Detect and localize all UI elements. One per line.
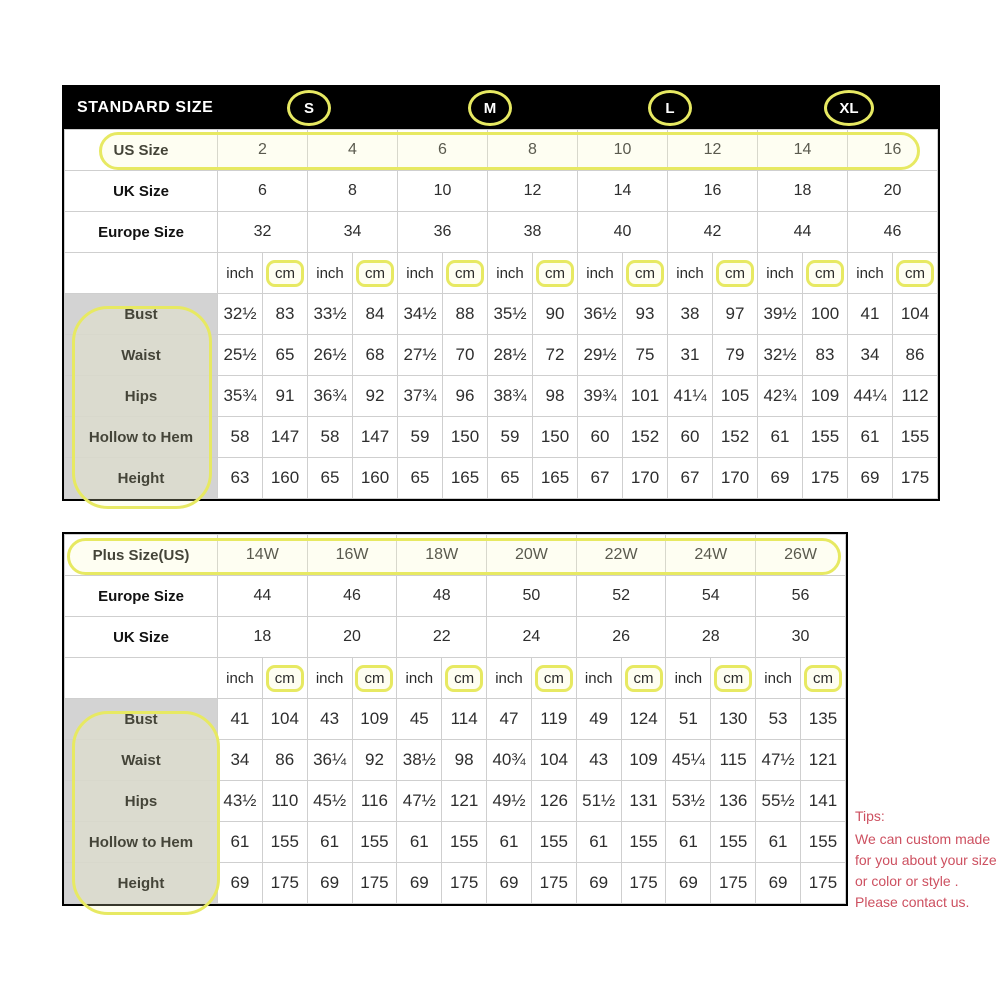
- measure-cell: 65: [263, 335, 308, 376]
- size-cell: 24: [487, 617, 577, 658]
- measure-cell: 61: [758, 417, 803, 458]
- measure-cell: 147: [353, 417, 398, 458]
- tips-line: We can custom made: [855, 831, 991, 847]
- size-cell: 6: [218, 171, 308, 212]
- measure-cell: 155: [442, 822, 487, 863]
- measure-cell: 47½: [397, 781, 442, 822]
- size-cell: 6: [398, 130, 488, 171]
- measure-cell: 170: [623, 458, 668, 499]
- size-cell: 10: [578, 130, 668, 171]
- measure-cell: 65: [308, 458, 353, 499]
- measure-cell: 175: [531, 863, 576, 904]
- measure-cell: 38½: [397, 740, 442, 781]
- measure-cell: 141: [800, 781, 845, 822]
- measure-cell: 43½: [218, 781, 263, 822]
- measure-cell: 100: [803, 294, 848, 335]
- unit-cm-cell: [353, 253, 398, 294]
- size-bubble-m: M: [468, 90, 512, 126]
- size-cell: 48: [397, 576, 487, 617]
- measure-cell: 59: [398, 417, 443, 458]
- measure-cell: 135: [800, 699, 845, 740]
- measure-cell: 90: [533, 294, 578, 335]
- measure-cell: 155: [621, 822, 666, 863]
- measure-cell: 67: [578, 458, 623, 499]
- cm-highlight-box: cm: [626, 260, 664, 287]
- unit-cm-cell: [713, 253, 758, 294]
- measure-cell: 165: [443, 458, 488, 499]
- cm-highlight-box: cm: [355, 665, 393, 692]
- measure-cell: 38: [668, 294, 713, 335]
- size-cell: 14: [578, 171, 668, 212]
- unit-row: [65, 253, 938, 294]
- unit-inch-cell: inch: [218, 658, 263, 699]
- size-cell: 22: [397, 617, 487, 658]
- size-cell: 8: [488, 130, 578, 171]
- measure-cell: 41: [218, 699, 263, 740]
- measure-cell: 61: [307, 822, 352, 863]
- size-cell: 18W: [397, 535, 487, 576]
- measure-cell: 59: [488, 417, 533, 458]
- row-label: UK Size: [65, 617, 218, 658]
- measure-cell: 104: [893, 294, 938, 335]
- measure-cell: 121: [442, 781, 487, 822]
- standard-size-table: [62, 85, 940, 501]
- measure-cell: 40¾: [487, 740, 532, 781]
- unit-cm-cell: [621, 658, 666, 699]
- size-row: [65, 617, 846, 658]
- row-label: US Size: [65, 130, 218, 171]
- measure-cell: 69: [487, 863, 532, 904]
- measure-cell: 91: [263, 376, 308, 417]
- measure-cell: 175: [711, 863, 756, 904]
- unit-cm-cell: [442, 658, 487, 699]
- measure-cell: 92: [353, 376, 398, 417]
- measure-cell: 69: [666, 863, 711, 904]
- measure-cell: 39½: [758, 294, 803, 335]
- size-cell: 30: [756, 617, 846, 658]
- measure-cell: 34: [218, 740, 263, 781]
- measure-cell: 45¼: [666, 740, 711, 781]
- measure-row: [65, 335, 938, 376]
- size-cell: 56: [756, 576, 846, 617]
- unit-cm-cell: [623, 253, 668, 294]
- measure-cell: 112: [893, 376, 938, 417]
- measure-cell: 121: [800, 740, 845, 781]
- row-label: Hips: [65, 781, 218, 822]
- measure-cell: 33½: [308, 294, 353, 335]
- measure-row: [65, 822, 846, 863]
- row-label: Height: [65, 458, 218, 499]
- measure-cell: 105: [713, 376, 758, 417]
- tips-line: for you about your size: [855, 852, 997, 868]
- measure-cell: 25½: [218, 335, 263, 376]
- size-cell: 16: [848, 130, 938, 171]
- cm-highlight-box: cm: [714, 665, 752, 692]
- size-cell: 32: [218, 212, 308, 253]
- measure-cell: 43: [307, 699, 352, 740]
- measure-cell: 175: [800, 863, 845, 904]
- size-cell: 18: [758, 171, 848, 212]
- cm-highlight-box: cm: [266, 665, 304, 692]
- measure-cell: 131: [621, 781, 666, 822]
- size-bubble-s: S: [287, 90, 331, 126]
- measure-cell: 61: [397, 822, 442, 863]
- unit-inch-cell: inch: [398, 253, 443, 294]
- measure-cell: 92: [352, 740, 397, 781]
- measure-cell: 35½: [488, 294, 533, 335]
- measure-row: [65, 863, 846, 904]
- measure-cell: 88: [443, 294, 488, 335]
- measure-cell: 28½: [488, 335, 533, 376]
- measure-cell: 60: [578, 417, 623, 458]
- measure-cell: 83: [803, 335, 848, 376]
- unit-inch-cell: inch: [756, 658, 801, 699]
- measure-cell: 155: [352, 822, 397, 863]
- measure-cell: 34: [848, 335, 893, 376]
- measure-cell: 69: [576, 863, 621, 904]
- measure-cell: 69: [397, 863, 442, 904]
- cm-highlight-box: cm: [535, 665, 573, 692]
- measure-cell: 155: [893, 417, 938, 458]
- measure-cell: 109: [621, 740, 666, 781]
- measure-cell: 45½: [307, 781, 352, 822]
- measure-cell: 70: [443, 335, 488, 376]
- size-cell: 38: [488, 212, 578, 253]
- row-label: Waist: [65, 335, 218, 376]
- measure-cell: 35¾: [218, 376, 263, 417]
- unit-cm-cell: [533, 253, 578, 294]
- measure-cell: 58: [308, 417, 353, 458]
- plus-size-grid: [64, 534, 846, 904]
- unit-inch-cell: inch: [488, 253, 533, 294]
- measure-cell: 104: [262, 699, 307, 740]
- measure-cell: 31: [668, 335, 713, 376]
- measure-cell: 36¾: [308, 376, 353, 417]
- size-row: [65, 212, 938, 253]
- measure-cell: 124: [621, 699, 666, 740]
- measure-cell: 130: [711, 699, 756, 740]
- measure-cell: 32½: [218, 294, 263, 335]
- measure-cell: 152: [713, 417, 758, 458]
- measure-cell: 79: [713, 335, 758, 376]
- measure-cell: 53½: [666, 781, 711, 822]
- measure-cell: 98: [442, 740, 487, 781]
- measure-cell: 175: [893, 458, 938, 499]
- measure-cell: 147: [263, 417, 308, 458]
- measure-cell: 155: [711, 822, 756, 863]
- measure-cell: 115: [711, 740, 756, 781]
- unit-cm-cell: [893, 253, 938, 294]
- measure-cell: 27½: [398, 335, 443, 376]
- measure-cell: 61: [487, 822, 532, 863]
- row-label: Europe Size: [65, 212, 218, 253]
- measure-cell: 39¾: [578, 376, 623, 417]
- size-cell: 44: [758, 212, 848, 253]
- unit-inch-cell: inch: [397, 658, 442, 699]
- size-cell: 20: [848, 171, 938, 212]
- row-label: Hips: [65, 376, 218, 417]
- measure-cell: 98: [533, 376, 578, 417]
- measure-cell: 136: [711, 781, 756, 822]
- measure-cell: 61: [848, 417, 893, 458]
- measure-cell: 41: [848, 294, 893, 335]
- measure-cell: 93: [623, 294, 668, 335]
- unit-inch-cell: inch: [668, 253, 713, 294]
- row-label: Hollow to Hem: [65, 822, 218, 863]
- tips-lines: [855, 829, 1000, 913]
- tips-note: [855, 806, 1000, 913]
- row-label: Waist: [65, 740, 218, 781]
- row-label: [65, 658, 218, 699]
- standard-size-grid: [64, 129, 938, 499]
- measure-cell: 42¾: [758, 376, 803, 417]
- measure-cell: 63: [218, 458, 263, 499]
- measure-cell: 45: [397, 699, 442, 740]
- measure-cell: 101: [623, 376, 668, 417]
- measure-cell: 175: [262, 863, 307, 904]
- measure-cell: 61: [218, 822, 263, 863]
- row-label: Plus Size(US): [65, 535, 218, 576]
- measure-cell: 72: [533, 335, 578, 376]
- measure-cell: 155: [800, 822, 845, 863]
- cm-highlight-box: cm: [446, 260, 484, 287]
- unit-cm-cell: [443, 253, 488, 294]
- cm-highlight-box: cm: [266, 260, 304, 287]
- size-cell: 34: [308, 212, 398, 253]
- measure-cell: 69: [758, 458, 803, 499]
- measure-cell: 175: [803, 458, 848, 499]
- measure-cell: 26½: [308, 335, 353, 376]
- tips-title: Tips:: [855, 808, 885, 824]
- unit-inch-cell: inch: [576, 658, 621, 699]
- standard-size-title: STANDARD SIZE: [77, 99, 214, 116]
- measure-cell: 49: [576, 699, 621, 740]
- measure-cell: 38¾: [488, 376, 533, 417]
- size-cell: 12: [668, 130, 758, 171]
- measure-cell: 155: [803, 417, 848, 458]
- size-cell: 36: [398, 212, 488, 253]
- measure-cell: 68: [353, 335, 398, 376]
- measure-cell: 152: [623, 417, 668, 458]
- unit-cm-cell: [711, 658, 756, 699]
- size-cell: 10: [398, 171, 488, 212]
- tips-line: or color or style .: [855, 873, 959, 889]
- measure-cell: 150: [533, 417, 578, 458]
- measure-row: [65, 376, 938, 417]
- measure-cell: 86: [893, 335, 938, 376]
- measure-row: [65, 294, 938, 335]
- size-cell: 2: [218, 130, 308, 171]
- measure-cell: 34½: [398, 294, 443, 335]
- size-cell: 20W: [487, 535, 577, 576]
- measure-cell: 119: [531, 699, 576, 740]
- measure-cell: 65: [488, 458, 533, 499]
- cm-highlight-box: cm: [356, 260, 394, 287]
- cm-highlight-box: cm: [445, 665, 483, 692]
- measure-cell: 47: [487, 699, 532, 740]
- unit-inch-cell: inch: [308, 253, 353, 294]
- cm-highlight-box: cm: [536, 260, 574, 287]
- measure-row: [65, 781, 846, 822]
- measure-row: [65, 699, 846, 740]
- size-bubble-l: L: [648, 90, 692, 126]
- size-cell: 46: [307, 576, 397, 617]
- size-cell: 22W: [576, 535, 666, 576]
- size-cell: 44: [218, 576, 308, 617]
- size-cell: 40: [578, 212, 668, 253]
- unit-inch-cell: inch: [307, 658, 352, 699]
- measure-cell: 41¼: [668, 376, 713, 417]
- size-cell: 14W: [218, 535, 308, 576]
- measure-cell: 53: [756, 699, 801, 740]
- unit-inch-cell: inch: [848, 253, 893, 294]
- size-cell: 28: [666, 617, 756, 658]
- measure-cell: 175: [352, 863, 397, 904]
- unit-cm-cell: [800, 658, 845, 699]
- measure-cell: 69: [307, 863, 352, 904]
- cm-highlight-box: cm: [716, 260, 754, 287]
- size-cell: 26: [576, 617, 666, 658]
- measure-cell: 69: [848, 458, 893, 499]
- measure-cell: 110: [262, 781, 307, 822]
- measure-cell: 43: [576, 740, 621, 781]
- standard-size-header: [64, 87, 938, 129]
- measure-cell: 36¼: [307, 740, 352, 781]
- measure-cell: 175: [621, 863, 666, 904]
- size-cell: 50: [487, 576, 577, 617]
- plus-size-table: [62, 532, 848, 906]
- measure-cell: 155: [531, 822, 576, 863]
- size-row: [65, 130, 938, 171]
- size-cell: 12: [488, 171, 578, 212]
- size-cell: 24W: [666, 535, 756, 576]
- unit-inch-cell: inch: [758, 253, 803, 294]
- measure-cell: 69: [218, 863, 263, 904]
- cm-highlight-box: cm: [625, 665, 663, 692]
- measure-cell: 47½: [756, 740, 801, 781]
- tips-line: Please contact us.: [855, 894, 970, 910]
- measure-cell: 165: [533, 458, 578, 499]
- cm-highlight-box: cm: [896, 260, 934, 287]
- measure-cell: 109: [352, 699, 397, 740]
- measure-cell: 37¾: [398, 376, 443, 417]
- unit-cm-cell: [352, 658, 397, 699]
- size-row: [65, 535, 846, 576]
- unit-inch-cell: inch: [578, 253, 623, 294]
- unit-cm-cell: [803, 253, 848, 294]
- measure-cell: 58: [218, 417, 263, 458]
- measure-cell: 109: [803, 376, 848, 417]
- size-cell: 52: [576, 576, 666, 617]
- measure-cell: 67: [668, 458, 713, 499]
- cm-highlight-box: cm: [804, 665, 842, 692]
- size-row: [65, 576, 846, 617]
- size-cell: 20: [307, 617, 397, 658]
- size-cell: 16: [668, 171, 758, 212]
- unit-inch-cell: inch: [487, 658, 532, 699]
- measure-cell: 60: [668, 417, 713, 458]
- row-label: Bust: [65, 294, 218, 335]
- measure-row: [65, 417, 938, 458]
- row-label: Height: [65, 863, 218, 904]
- measure-row: [65, 458, 938, 499]
- measure-cell: 104: [531, 740, 576, 781]
- size-row: [65, 171, 938, 212]
- measure-cell: 51½: [576, 781, 621, 822]
- measure-cell: 61: [666, 822, 711, 863]
- size-cell: 16W: [307, 535, 397, 576]
- row-label: Europe Size: [65, 576, 218, 617]
- row-label: Hollow to Hem: [65, 417, 218, 458]
- row-label: UK Size: [65, 171, 218, 212]
- measure-cell: 61: [576, 822, 621, 863]
- measure-cell: 155: [262, 822, 307, 863]
- size-cell: 26W: [756, 535, 846, 576]
- measure-cell: 69: [756, 863, 801, 904]
- measure-cell: 29½: [578, 335, 623, 376]
- measure-cell: 170: [713, 458, 758, 499]
- unit-row: [65, 658, 846, 699]
- measure-cell: 36½: [578, 294, 623, 335]
- measure-cell: 150: [443, 417, 488, 458]
- measure-row: [65, 740, 846, 781]
- size-cell: 4: [308, 130, 398, 171]
- measure-cell: 160: [263, 458, 308, 499]
- measure-cell: 44¼: [848, 376, 893, 417]
- size-cell: 54: [666, 576, 756, 617]
- measure-cell: 51: [666, 699, 711, 740]
- size-cell: 8: [308, 171, 398, 212]
- measure-cell: 55½: [756, 781, 801, 822]
- measure-cell: 32½: [758, 335, 803, 376]
- row-label: Bust: [65, 699, 218, 740]
- unit-cm-cell: [262, 658, 307, 699]
- measure-cell: 84: [353, 294, 398, 335]
- unit-cm-cell: [531, 658, 576, 699]
- measure-cell: 116: [352, 781, 397, 822]
- measure-cell: 160: [353, 458, 398, 499]
- unit-cm-cell: [263, 253, 308, 294]
- measure-cell: 97: [713, 294, 758, 335]
- measure-cell: 65: [398, 458, 443, 499]
- measure-cell: 49½: [487, 781, 532, 822]
- measure-cell: 175: [442, 863, 487, 904]
- size-bubble-xl: XL: [824, 90, 874, 126]
- size-cell: 14: [758, 130, 848, 171]
- measure-cell: 83: [263, 294, 308, 335]
- measure-cell: 114: [442, 699, 487, 740]
- measure-cell: 126: [531, 781, 576, 822]
- unit-inch-cell: inch: [218, 253, 263, 294]
- size-cell: 42: [668, 212, 758, 253]
- size-cell: 18: [218, 617, 308, 658]
- measure-cell: 96: [443, 376, 488, 417]
- row-label: [65, 253, 218, 294]
- measure-cell: 75: [623, 335, 668, 376]
- size-cell: 46: [848, 212, 938, 253]
- measure-cell: 61: [756, 822, 801, 863]
- unit-inch-cell: inch: [666, 658, 711, 699]
- measure-cell: 86: [262, 740, 307, 781]
- cm-highlight-box: cm: [806, 260, 844, 287]
